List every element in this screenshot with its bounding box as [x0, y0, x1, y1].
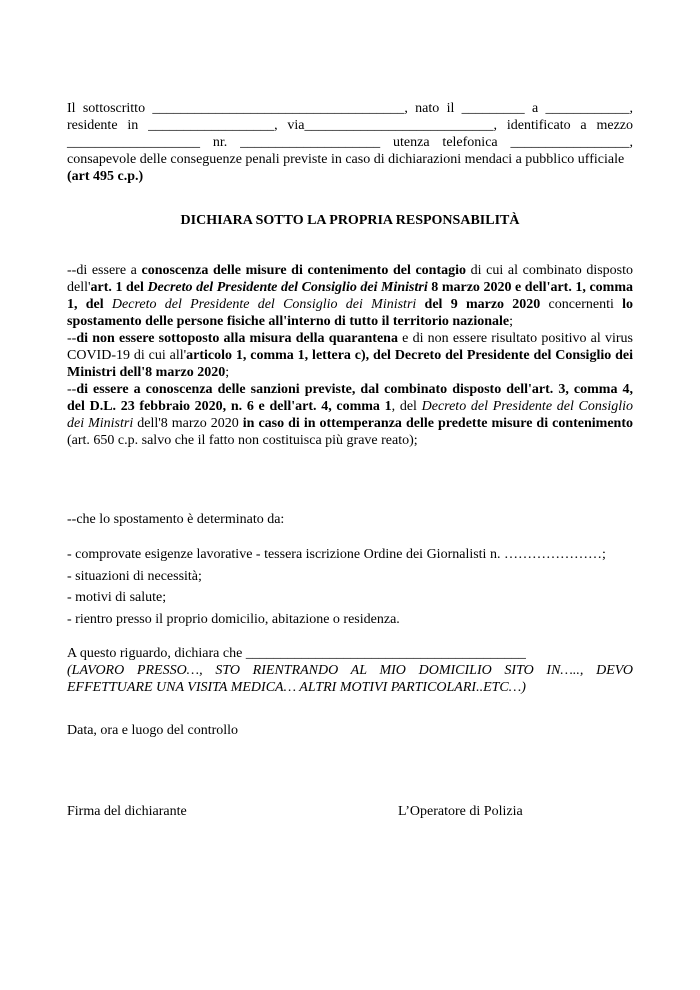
regard-block	[67, 645, 633, 696]
regard-line-2: (LAVORO PRESSO…, STO RIENTRANDO AL MIO DOMICILIO SITO IN….., DEVO	[67, 663, 633, 678]
header-line-1: Il sottoscritto ____________________________________, nato il _________ a ____________,	[67, 101, 633, 116]
declarant-header	[67, 100, 633, 185]
header-line-4: consapevole delle conseguenze penali previste in caso di dichiarazioni mendaci a pubblico ufficiale	[67, 152, 625, 167]
header-line-5: (art 495 c.p.)	[67, 169, 144, 184]
page-title: DICHIARA SOTTO LA PROPRIA RESPONSABILITÀ	[180, 213, 520, 228]
date-place-label: Data, ora e luogo del controllo	[67, 723, 239, 738]
declarant-signature-label: Firma del dichiarante	[67, 804, 187, 819]
reason-work: - comprovate esigenze lavorative - tessera iscrizione Ordine dei Giornalisti n. …………………;	[67, 547, 606, 562]
reason-home: - rientro presso il proprio domicilio, abitazione o residenza.	[67, 612, 400, 627]
item-3: --di essere a conoscenza delle sanzioni previste, dal combinato disposto dell'art. 3, comma 4, del D.L. 23 febbraio 2020, n. 6 e dell'art. 4, comma 1, del Decreto del Presidente del Consiglio dei Ministri dell'8 marzo 2020 in caso di in ottemperanza delle predette misure di contenimento (art. 650 c.p. salvo che il fatto non costituisca più grave reato);	[67, 382, 633, 448]
declarations	[67, 262, 633, 449]
item-1: --di essere a conoscenza delle misure di contenimento del contagio di cui al combinato disposto dell'art. 1 del Decreto del Presidente del Consiglio dei Ministri 8 marzo 2020 e dell'art. 1, comma 1, del Decreto del Presidente del Consiglio dei Ministri del 9 marzo 2020 concernenti lo spostamento delle persone fisiche all'interno di tutto il territorio nazionale;	[67, 263, 634, 329]
regard-line-1: A questo riguardo, dichiara che ________________________________________	[67, 646, 526, 661]
reason-necessity: - situazioni di necessità;	[67, 569, 202, 584]
item-2: --di non essere sottoposto alla misura della quarantena e di non essere risultato positivo al virus COVID-19 di cui all'articolo 1, comma 1, lettera c), del Decreto del Presidente del Consiglio dei Ministri dell'8 marzo 2020;	[67, 331, 633, 380]
reasons-intro: --che lo spostamento è determinato da:	[67, 512, 285, 527]
regard-line-3: EFFETTUARE UNA VISITA MEDICA… ALTRI MOTIVI PARTICOLARI..ETC…)	[67, 680, 526, 695]
header-line-2: residente in __________________, via___________________________, identificato a mezzo	[67, 118, 633, 133]
reason-health: - motivi di salute;	[67, 590, 167, 605]
header-line-3: ___________________ nr. ____________________ utenza telefonica _________________,	[67, 135, 633, 150]
officer-signature-label: L’Operatore di Polizia	[398, 804, 523, 819]
